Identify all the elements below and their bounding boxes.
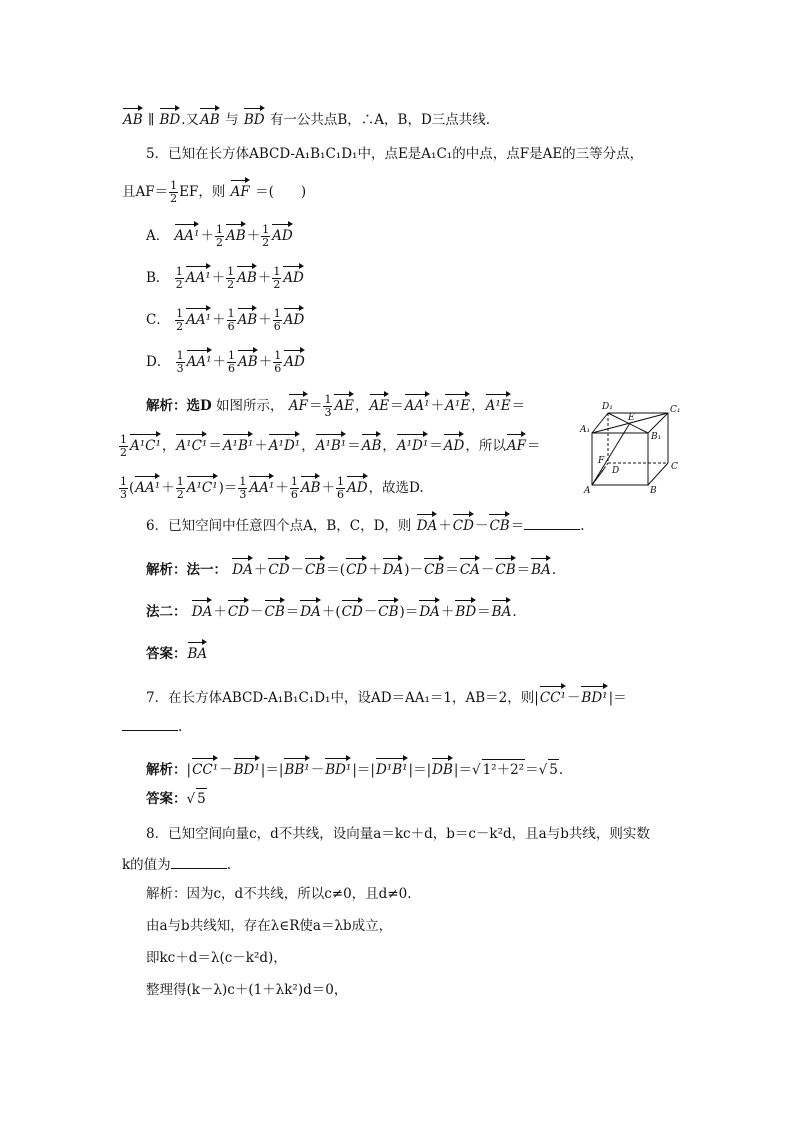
q6-stem: 6．已知空间中任意四个点A，B，C，D，则 DA＋CD－CB＝ .	[146, 512, 585, 536]
vector-bd: BD	[244, 106, 265, 130]
vector-af: AF	[231, 178, 250, 202]
q8-solution-line2: 由a与b共线知，存在λ∈R使a＝λb成立，	[146, 918, 393, 934]
q5-option-c: C． $\frac{1}{2}$ AA¹＋ $\frac{1}{6}$ AB＋ $\frac{1}{6}$ AD	[146, 307, 305, 333]
q6-method2: 法二： DA＋CD－CB＝DA＋(CD－CB)＝DA＋BD＝BA.	[146, 598, 517, 622]
q8-stem-line2: k的值为 .	[122, 854, 231, 875]
q8-stem-line1: 8．已知空间向量c，d不共线，设向量a＝kc＋d，b＝c－k²d，且a与b共线，则实数	[146, 826, 650, 842]
answer-blank	[524, 515, 580, 530]
q5-solution-line3: $\frac{1}{3}$ (AA¹＋ $\frac{1}{2}$ A¹C¹)＝ $\frac{1}{3}$ AA¹＋ $\frac{1}{6}$ AB＋ $\frac{1}{6}$ AD，故选D.	[120, 475, 424, 501]
answer-blank	[171, 854, 227, 869]
q7-answer: 答案：√ 5	[146, 788, 207, 809]
label-b: B	[650, 486, 657, 495]
cuboid-figure	[578, 397, 690, 495]
label-d: D	[612, 466, 620, 476]
q5-option-a: A． AA¹＋ $\frac{1}{2}$ AB＋ $\frac{1}{2}$ AD	[146, 223, 293, 249]
q5-solution-line2: $\frac{1}{2}$ A¹C¹，A¹C¹＝A¹B¹＋A¹D¹，A¹B¹＝AB，A¹D¹＝AD，所以AF＝	[120, 433, 541, 459]
line1: AB ∥ BD.又AB 与 BD 有一公共点B，∴A，B，D三点共线.	[122, 106, 490, 130]
label-c1: C₁	[670, 405, 681, 415]
q6-method1: 解析：法一： DA＋CD－CB＝(CD＋DA)－CB＝CA－CB＝BA.	[146, 556, 556, 580]
label-b1: B₁	[651, 432, 662, 442]
q5-option-b: B． $\frac{1}{2}$ AA¹＋ $\frac{1}{2}$ AB＋ $\frac{1}{2}$ AD	[146, 265, 304, 291]
q7-blank-line: .	[122, 716, 182, 737]
label-f: F	[598, 456, 605, 466]
q8-solution-line3: 即kc＋d＝λ(c－k²d)，	[146, 950, 287, 966]
label-e: E	[628, 413, 635, 423]
q7-stem: 7．在长方体ABCD-A₁B₁C₁D₁中，设AD＝AA₁＝1，AB＝2，则|CC¹－BD¹|＝	[146, 684, 627, 708]
label-c: C	[671, 462, 678, 472]
q6-answer: 答案：BA	[146, 640, 208, 664]
vector-bd: BD	[160, 106, 181, 130]
vector-ab: AB	[123, 106, 143, 130]
q7-solution: 解析：|CC¹－BD¹|＝|BB¹－BD¹|＝|D¹B¹|＝|DB|＝√ 1²＋2²＝√ 5.	[146, 756, 563, 780]
answer-blank	[122, 716, 178, 731]
q5-stem-line2: 且AF＝ $\frac{1}{2}$ EF，则 AF ＝( )	[122, 179, 307, 205]
label-a1: A₁	[580, 425, 591, 435]
q8-solution-line1: 解析：因为c，d不共线，所以c≠0，且d≠0.	[146, 886, 412, 902]
q5-option-d: D． $\frac{1}{3}$ AA¹＋ $\frac{1}{6}$ AB＋ $\frac{1}{6}$ AD	[146, 349, 305, 375]
q5-stem-line1: 5．已知在长方体ABCD-A₁B₁C₁D₁中，点E是A₁C₁的中点，点F是AE的三等分点，	[146, 146, 644, 162]
label-a: A	[584, 486, 591, 495]
q8-solution-line4: 整理得(k－λ)c＋(1＋λk²)d＝0，	[146, 982, 348, 998]
fraction-half: $\frac{1}{2}$	[170, 179, 178, 205]
vector-ab: AB	[200, 106, 220, 130]
q5-solution-line1: 解析：选D 如图所示， AF＝ $\frac{1}{3}$ AE，AE＝AA¹＋A¹E，A¹E＝	[146, 393, 526, 419]
label-d1: D₁	[602, 402, 613, 412]
